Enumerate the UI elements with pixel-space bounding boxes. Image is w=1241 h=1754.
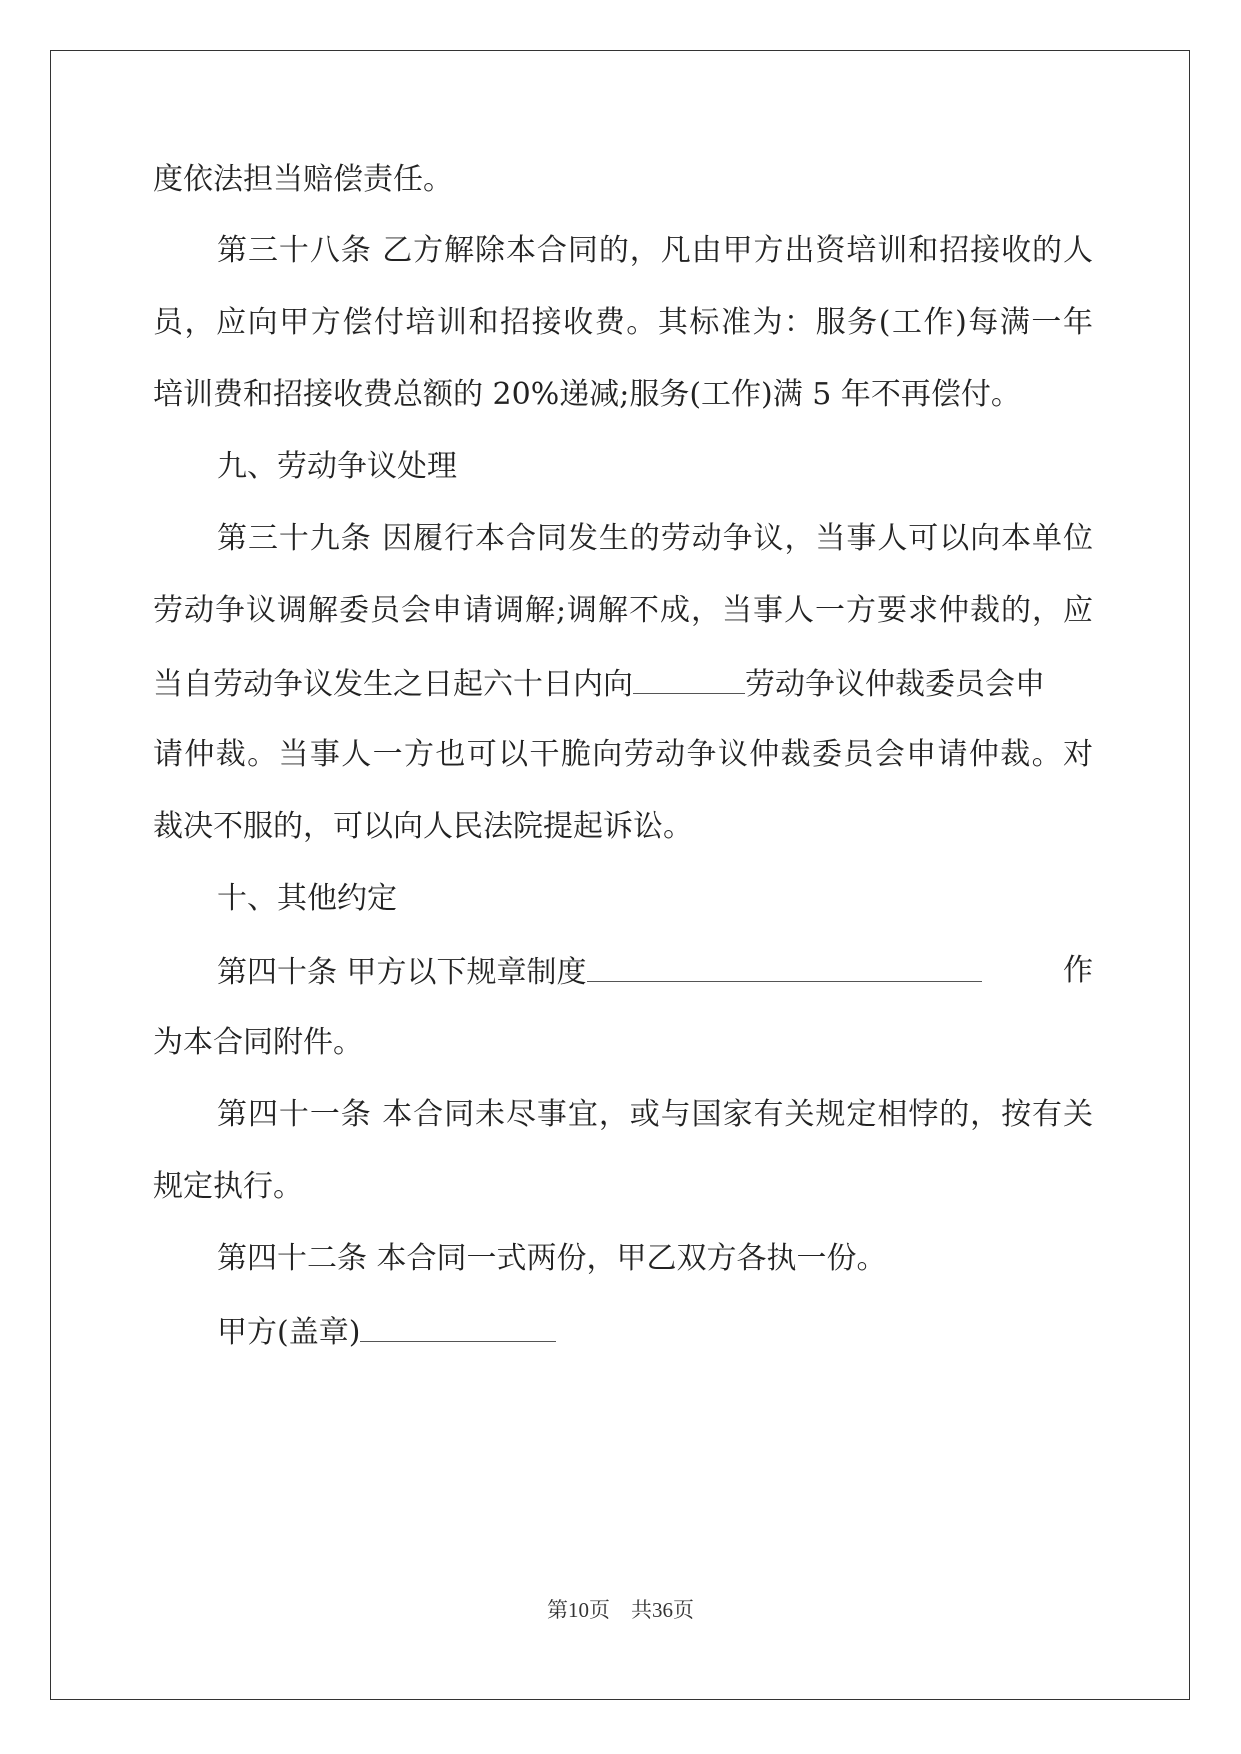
article-39-line-1: 第三十九条 因履行本合同发生的劳动争议，当事人可以向本单位 [217, 521, 1093, 556]
section-heading-other: 十、其他约定 [217, 881, 397, 916]
page-number: 第10页 共36页 [547, 1598, 694, 1622]
section-heading-labor-dispute: 九、劳动争议处理 [217, 449, 457, 484]
article-40-line-2: 为本合同附件。 [153, 1025, 363, 1060]
article-40-text: 第四十条 甲方以下规章制度 [217, 955, 587, 990]
article-38-line-1: 第三十八条 乙方解除本合同的，凡由甲方出资培训和招接收的人 [217, 233, 1093, 268]
blank-arbitration-committee [633, 663, 745, 694]
party-a-seal-label: 甲方(盖章) [217, 1315, 361, 1350]
article-39-line-3 [153, 663, 1093, 703]
article-39-line-3-text-b: 劳动争议仲裁委员会申 [745, 667, 1045, 702]
article-40-text-end: 作 [1063, 953, 1093, 988]
article-39-line-5: 裁决不服的，可以向人民法院提起诉讼。 [153, 809, 693, 844]
article-39-line-2: 劳动争议调解委员会申请调解;调解不成，当事人一方要求仲裁的，应 [153, 593, 1093, 628]
article-38-line-3: 培训费和招接收费总额的 20%递减;服务(工作)满 5 年不再偿付。 [153, 377, 1021, 412]
party-a-seal-line [217, 1311, 556, 1351]
article-39-line-4: 请仲裁。当事人一方也可以干脆向劳动争议仲裁委员会申请仲裁。对 [153, 737, 1093, 772]
blank-party-a-seal [360, 1311, 556, 1342]
article-40-line-1 [217, 951, 1093, 991]
article-39-line-3-text-a: 当自劳动争议发生之日起六十日内向 [153, 667, 633, 702]
article-41-line-2: 规定执行。 [153, 1169, 303, 1204]
page-border [50, 50, 1190, 1700]
paragraph-line: 度依法担当赔偿责任。 [153, 162, 453, 197]
article-38-line-2: 员，应向甲方偿付培训和招接收费。其标准为：服务(工作)每满一年 [153, 305, 1093, 340]
article-41-line-1: 第四十一条 本合同未尽事宜，或与国家有关规定相悖的，按有关 [217, 1097, 1093, 1132]
blank-regulations [587, 951, 982, 982]
page-footer [0, 1594, 1241, 1624]
article-42-line: 第四十二条 本合同一式两份，甲乙双方各执一份。 [217, 1241, 887, 1276]
